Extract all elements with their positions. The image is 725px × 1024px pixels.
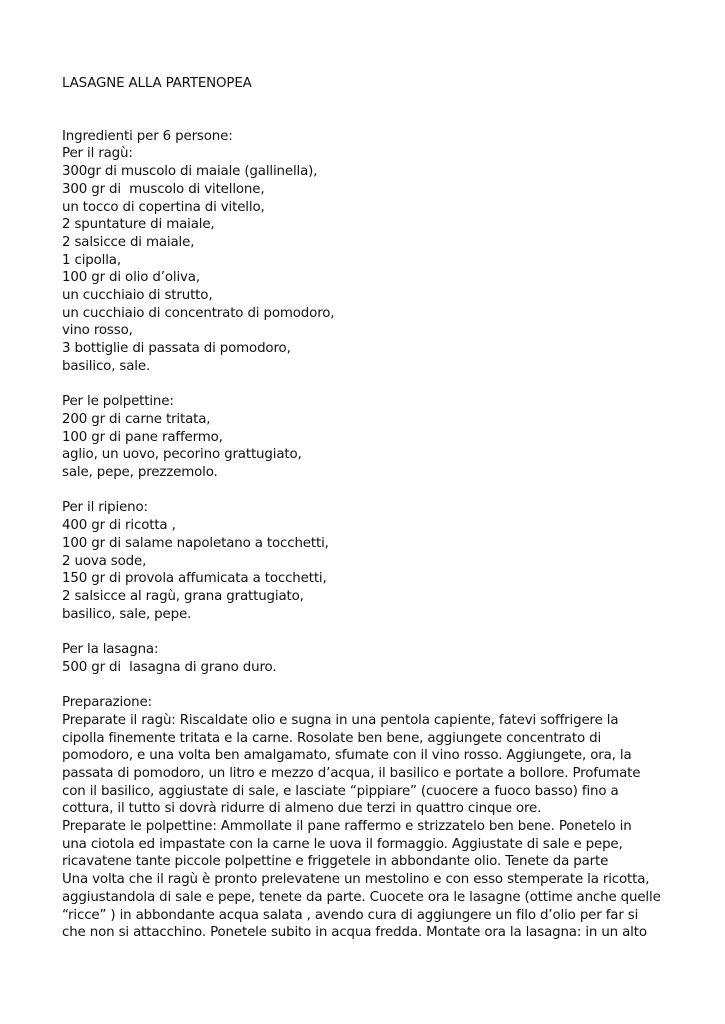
- recipe-title: LASAGNE ALLA PARTENOPEA: [62, 76, 252, 91]
- paragraph-line: cipolla finemente tritata e la carne. Rosolate ben bene, aggiungete concentrato di: [62, 730, 602, 746]
- ingredient-line: un tocco di copertina di vitello,: [62, 199, 265, 215]
- ingredient-line: un cucchiaio di concentrato di pomodoro,: [62, 305, 335, 321]
- ragu-section: [62, 128, 662, 376]
- ingredient-line: 200 gr di carne tritata,: [62, 411, 211, 427]
- ingredient-line: 3 bottiglie di passata di pomodoro,: [62, 341, 291, 357]
- ingredient-line: 2 uova sode,: [62, 553, 147, 569]
- ingredient-line: un cucchiaio di strutto,: [62, 288, 213, 304]
- ingredient-line: 100 gr di salame napoletano a tocchetti,: [62, 535, 329, 551]
- ripieno-heading: Per il ripieno:: [62, 500, 148, 516]
- paragraph-line: passata di pomodoro, un litro e mezzo d’acqua, il basilico e portate a bollore. Profumate: [62, 765, 641, 781]
- ripieno-section: [62, 499, 662, 623]
- ingredient-line: 300 gr di muscolo di vitellone,: [62, 181, 265, 197]
- ingredient-line: vino rosso,: [62, 323, 133, 339]
- paragraph-line: Una volta che il ragù è pronto prelevatene un mestolino e con esso stemperate la ricotta,: [62, 872, 650, 888]
- ingredient-line: aglio, un uovo, pecorino grattugiato,: [62, 447, 302, 463]
- paragraph-line: una ciotola ed impastate con la carne le uova il formaggio. Aggiustate di sale e pepe,: [62, 836, 623, 852]
- ingredient-line: 2 salsicce di maiale,: [62, 234, 195, 250]
- ingredient-line: 1 cipolla,: [62, 252, 121, 268]
- polpettine-section: [62, 393, 662, 482]
- ingredient-line: sale, pepe, prezzemolo.: [62, 465, 218, 481]
- ingredient-line: 100 gr di olio d’oliva,: [62, 270, 200, 286]
- paragraph-line: “ricce” ) in abbondante acqua salata , avendo cura di aggiungere un filo d’olio per far si: [62, 907, 639, 923]
- paragraph-line: ricavatene tante piccole polpettine e friggetele in abbondante olio. Tenete da parte: [62, 854, 609, 870]
- ingredient-line: 400 gr di ricotta ,: [62, 518, 176, 534]
- ingredient-line: basilico, sale.: [62, 358, 151, 374]
- paragraph-line: che non si attacchino. Ponetele subito in acqua fredda. Montate ora la lasagna: in un alto: [62, 925, 647, 941]
- lasagna-heading: Per la lasagna:: [62, 642, 159, 658]
- ingredient-line: 300gr di muscolo di maiale (gallinella),: [62, 164, 318, 180]
- paragraph-line: aggiustandola di sale e pepe, tenete da parte. Cuocete ora le lasagne (ottime anche quelle: [62, 889, 661, 905]
- ingredient-line: 2 spuntature di maiale,: [62, 217, 215, 233]
- lasagna-section: [62, 641, 662, 676]
- ragu-heading: Per il ragù:: [62, 146, 133, 162]
- ingredient-line: 2 salsicce al ragù, grana grattugiato,: [62, 588, 304, 604]
- recipe-document: [62, 75, 662, 960]
- paragraph-line: Preparate il ragù: Riscaldate olio e sugna in una pentola capiente, fatevi soffrigere la: [62, 712, 619, 728]
- ingredient-line: 150 gr di provola affumicata a tocchetti,: [62, 571, 327, 587]
- paragraph-line: con il basilico, aggiustate di sale, e lasciate “pippiare” (cuocere a fuoco basso) fino a: [62, 783, 619, 799]
- paragraph-line: pomodoro, e una volta ben amalgamato, sfumate con il vino rosso. Aggiungete, ora, la: [62, 748, 632, 764]
- preparazione-section: [62, 694, 662, 942]
- ingredient-line: 500 gr di lasagna di grano duro.: [62, 659, 277, 675]
- ingredient-line: basilico, sale, pepe.: [62, 606, 192, 622]
- paragraph-line: Preparate le polpettine: Ammollate il pane raffermo e strizzatelo ben bene. Ponetelo in: [62, 819, 632, 835]
- polpettine-heading: Per le polpettine:: [62, 394, 174, 410]
- ingredients-heading: Ingredienti per 6 persone:: [62, 128, 233, 144]
- ingredient-line: 100 gr di pane raffermo,: [62, 429, 223, 445]
- paragraph-line: cottura, il tutto si dovrà ridurre di almeno due terzi in quattro cinque ore.: [62, 801, 542, 817]
- preparazione-heading: Preparazione:: [62, 695, 152, 711]
